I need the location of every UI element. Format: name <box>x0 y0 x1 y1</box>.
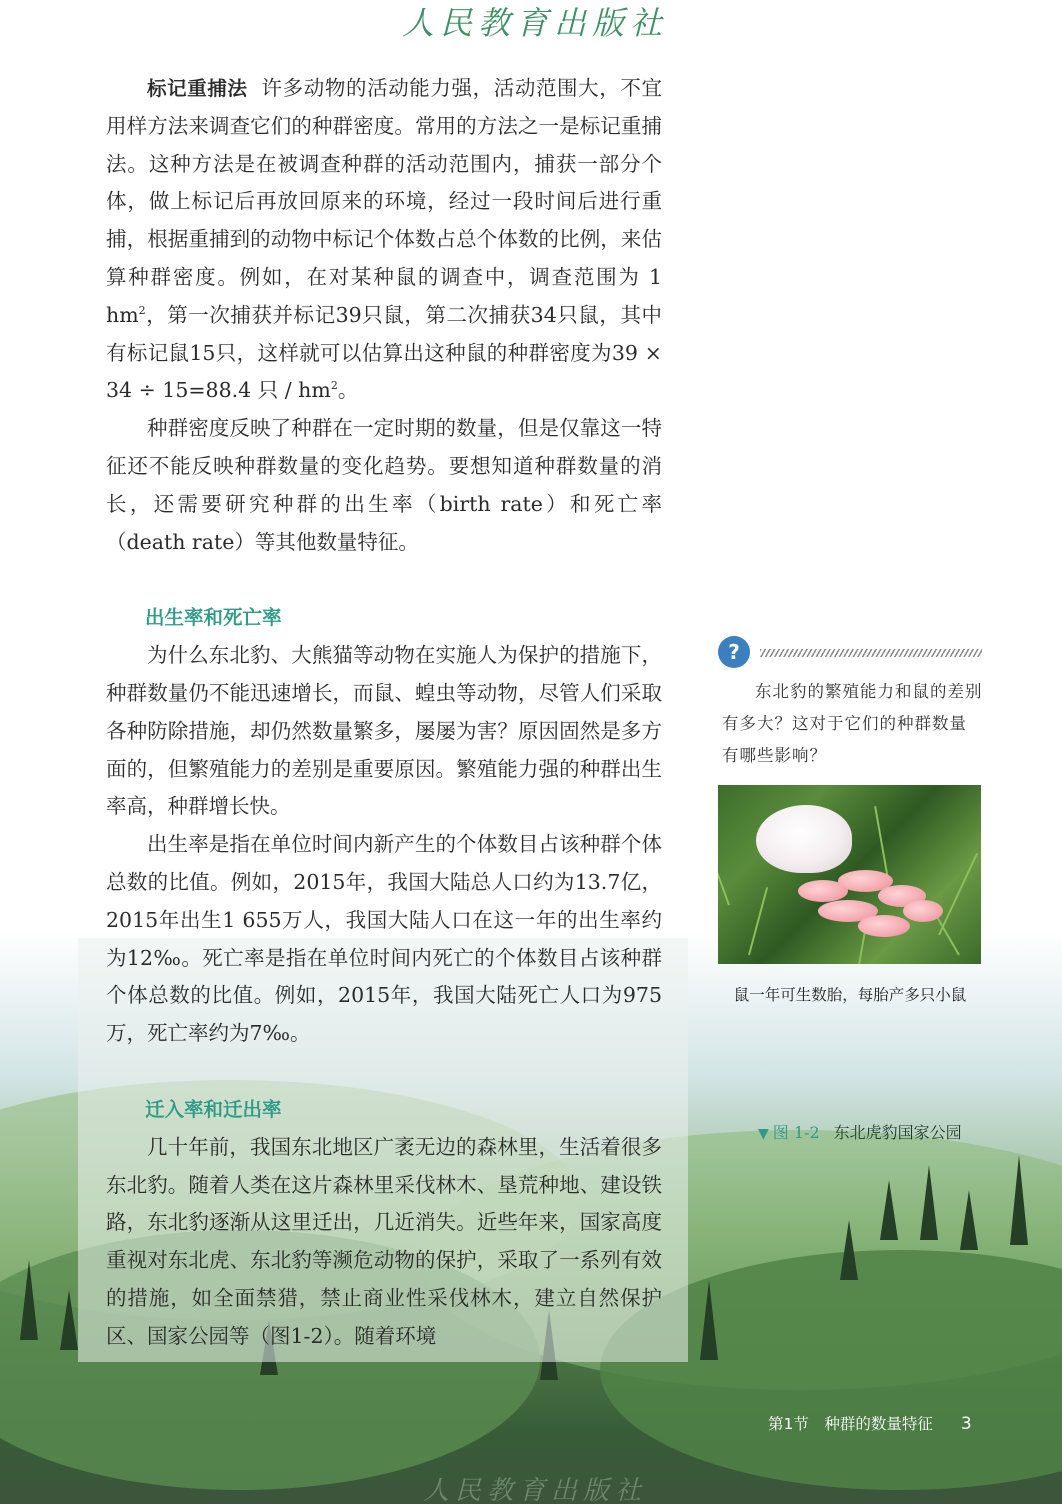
superscript-2: 2 <box>330 379 338 393</box>
pup <box>903 900 943 922</box>
page-header <box>0 0 1062 50</box>
heading-migration-rate: 迁入率和迁出率 <box>145 1097 282 1121</box>
paragraph-reproduction: 为什么东北豹、大熊猫等动物在实施人为保护的措施下，种群数量仍不能迅速增长，而鼠、蝗虫等动物，尽管人们采取各种防除措施，却仍然数量繁多，屡屡为害？原因固然是多方面的，但繁殖能力的差别是重要原因。繁殖能力强的种群出生率高，种群增长快。 <box>106 643 662 819</box>
para1-text-c: 。 <box>337 378 359 403</box>
main-text <box>106 70 662 1356</box>
mouse-photo <box>718 785 981 964</box>
heading-birth-death-rate: 出生率和死亡率 <box>145 606 282 630</box>
publisher-logo: 人民教育出版社 <box>401 4 668 42</box>
para1-text-a: 许多动物的活动能力强，活动范围大，不宜用样方法来调查它们的种群密度。常用的方法之一是标记重捕法。这种方法是在被调查种群的活动范围内，捕获一部分个体，做上标记后再放回原来的环境，经过一段时间后进行重捕，根据重捕到的动物中标记个体数占总个体数的比例，来估算种群密度。例如，在对某种鼠的调查中，调查范围为 1 hm <box>106 76 662 327</box>
page-footer <box>768 1412 1018 1434</box>
paragraph-density: 种群密度反映了种群在一定时期的数量，但是仅靠这一特征还不能反映种群数量的变化趋势。要想知道种群数量的消长，还需要研究种群的出生率（birth rate）和死亡率（death rate）等其他数量特征。 <box>106 416 662 554</box>
stripe-divider <box>760 649 982 657</box>
superscript-2: 2 <box>138 303 146 317</box>
pup <box>858 915 910 937</box>
paragraph-birth-rate: 出生率是指在单位时间内新产生的个体数目占该种群个体总数的比值。例如，2015年，我国大陆总人口约为13.7亿，2015年出生1 655万人，我国大陆人口在这一年的出生率约为12‰。死亡率是指在单位时间内死亡的个体数目占该种群个体总数的比值。例如，2015年，我国大陆死亡人口为975万，死亡率约为7‰。 <box>106 832 662 1046</box>
triangle-marker-icon: ▼ <box>758 1126 769 1142</box>
page-number: 3 <box>960 1414 972 1434</box>
figure-number: 图 1-2 <box>772 1123 820 1142</box>
paragraph-migration: 几十年前，我国东北地区广袤无边的森林里，生活着很多东北豹。随着人类在这片森林里采伐林木、垦荒种地、建设铁路，东北豹逐渐从这里迁出，几近消失。近些年来，国家高度重视对东北虎、东北豹等濒危动物的保护，采取了一系列有效的措施，如全面禁猎，禁止商业性采伐林木，建立自然保护区、国家公园等（图1-2）。随着环境 <box>106 1134 662 1348</box>
adult-mouse <box>756 805 852 873</box>
photo-caption: 鼠一年可生数胎，每胎产多只小鼠 <box>733 986 967 1004</box>
publisher-watermark: 人民教育出版社 <box>422 1476 647 1506</box>
figure-label <box>758 1120 988 1147</box>
paragraph-mark-recapture <box>106 70 662 410</box>
section-title: 第1节 种群的数量特征 <box>768 1415 933 1433</box>
figure-title: 东北虎豹国家公园 <box>833 1123 962 1142</box>
para1-text-b: ，第一次捕获并标记39只鼠，第二次捕获34只鼠，其中有标记鼠15只，这样就可以估算出这种鼠的种群密度为39 × 34 ÷ 15=88.4 只 / hm <box>106 302 662 403</box>
term-mark-recapture: 标记重捕法 <box>147 77 248 100</box>
question-mark-icon: ? <box>718 636 750 668</box>
question-text: 东北豹的繁殖能力和鼠的差别有多大？这对于它们的种群数量有哪些影响？ <box>722 682 983 765</box>
